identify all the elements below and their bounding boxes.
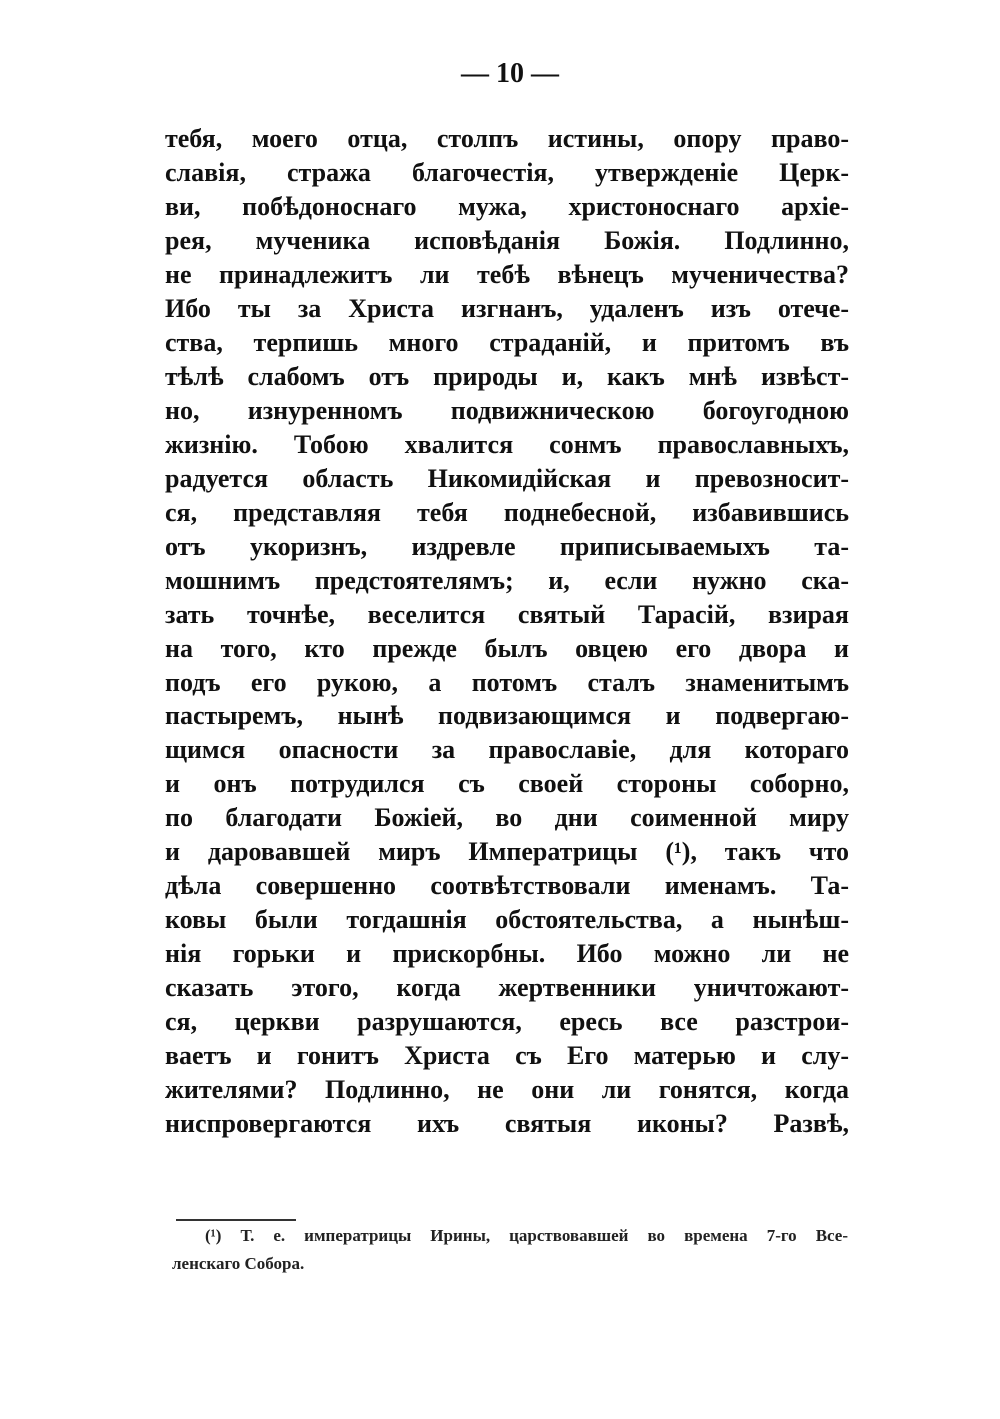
- text-line: нія горьки и прискорбны. Ибо можно ли не: [165, 939, 849, 969]
- footnote-line: ленскаго Собора.: [172, 1254, 305, 1273]
- text-line: славія, стража благочестія, утвержденіе Церк-: [165, 157, 849, 187]
- text-line: Ибо ты за Христа изгнанъ, удаленъ изъ отече-: [165, 293, 849, 323]
- text-line: ковы были тогдашнія обстоятельства, а нынѣш-: [165, 905, 849, 935]
- text-line: подъ его рукою, а потомъ сталъ знаменитымъ: [165, 667, 849, 697]
- text-line: рея, мученика исповѣданія Божія. Подлинно,: [165, 225, 849, 255]
- footnote: [172, 1222, 848, 1278]
- text-line: и онъ потрудился съ своей стороны соборно,: [165, 769, 849, 799]
- text-line: ниспровергаются ихъ святыя иконы? Развѣ,: [165, 1109, 849, 1139]
- text-line: ваетъ и гонитъ Христа съ Его матерью и слу-: [165, 1041, 849, 1071]
- text-line: не принадлежитъ ли тебѣ вѣнецъ мученичества?: [165, 259, 849, 289]
- text-line: по благодати Божіей, во дни соименной миру: [165, 803, 849, 833]
- text-line: ся, церкви разрушаются, ересь все разстрои-: [165, 1007, 849, 1037]
- text-line: тебя, моего отца, столпъ истины, опору право-: [165, 124, 849, 153]
- text-line: тѣлѣ слабомъ отъ природы и, какъ мнѣ извѣст-: [165, 361, 849, 391]
- text-line: дѣла совершенно соотвѣтствовали именамъ. Та-: [165, 871, 849, 901]
- text-line: зать точнѣе, веселится святый Тарасій, взирая: [165, 599, 849, 629]
- text-line: пастыремъ, нынѣ подвизающимся и подвергаю-: [165, 701, 849, 731]
- text-line: ви, побѣдоноснаго мужа, христоноснаго архіе-: [165, 191, 849, 221]
- text-line: на того, кто прежде былъ овцею его двора и: [165, 633, 849, 663]
- text-line: ства, терпишь много страданій, и притомъ въ: [165, 327, 849, 357]
- text-line: и даровавшей миръ Императрицы (¹), такъ что: [165, 837, 849, 867]
- text-line: но, изнуренномъ подвижническою богоугодною: [165, 395, 849, 425]
- text-line: радуется область Никомидійская и превозносит-: [165, 463, 849, 493]
- text-line: мошнимъ предстоятелямъ; и, если нужно ска-: [165, 565, 849, 595]
- text-line: жителями? Подлинно, не они ли гонятся, когда: [165, 1075, 849, 1105]
- footnote-divider: [176, 1219, 296, 1221]
- footnote-line: (¹) Т. е. императрицы Ирины, царствовавшей во времена 7-го Все-: [205, 1226, 848, 1245]
- text-line: сказать этого, когда жертвенники уничтожают-: [165, 973, 849, 1003]
- text-line: отъ укоризнъ, издревле приписываемыхъ та-: [165, 531, 849, 561]
- body-text: [165, 122, 849, 1141]
- page-number: — 10 —: [461, 58, 559, 89]
- text-line: щимся опасности за православіе, для котораго: [165, 735, 849, 765]
- text-line: ся, представляя тебя поднебесной, избавившись: [165, 497, 849, 527]
- text-line: жизнію. Тобою хвалится сонмъ православныхъ,: [165, 429, 849, 459]
